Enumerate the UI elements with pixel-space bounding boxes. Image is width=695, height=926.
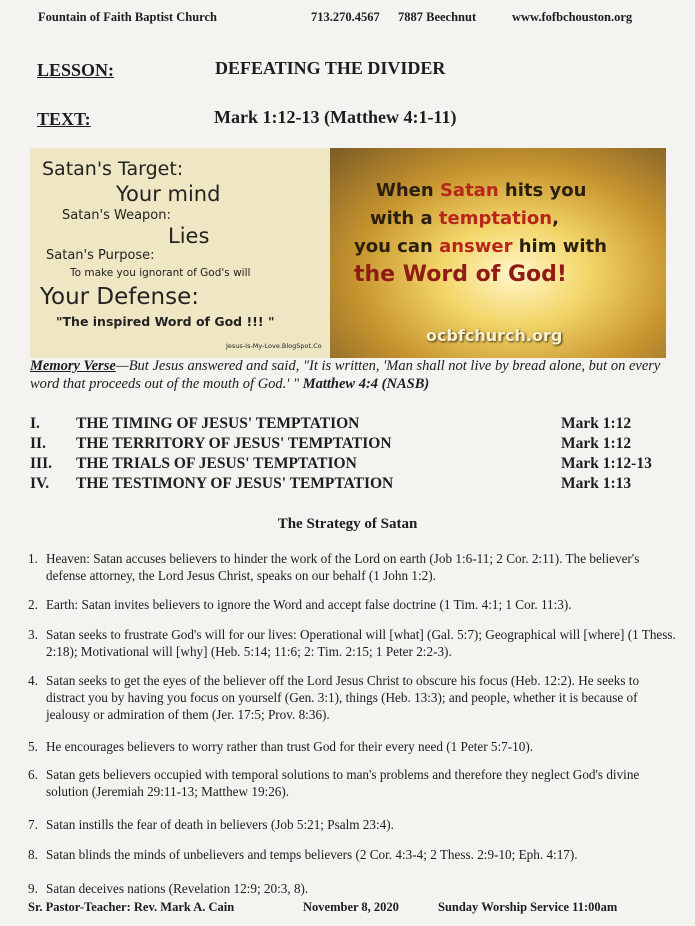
outline-numeral: II.: [30, 435, 46, 452]
strategy-item-text: He encourages believers to worry rather than trust God for their every need (1 Peter 5:7-10).: [46, 739, 534, 754]
banner-line3-c: him with: [512, 236, 607, 257]
church-phone: 713.270.4567: [311, 10, 380, 24]
banner-lies: Lies: [168, 224, 210, 248]
banner-left-panel: [30, 148, 330, 358]
outline-numeral: I.: [30, 415, 40, 432]
banner-image: [30, 148, 666, 358]
strategy-item-number: 9.: [28, 881, 38, 896]
outline-title: THE TIMING OF JESUS' TEMPTATION: [76, 415, 360, 432]
text-label: TEXT:: [37, 109, 91, 129]
outline-item: [30, 415, 670, 435]
banner-satan-target: Satan's Target:: [42, 158, 184, 180]
footer-pastor: Sr. Pastor-Teacher: Rev. Mark A. Cain: [28, 900, 235, 914]
banner-line2-c: ,: [552, 208, 559, 229]
banner-satan-word: Satan: [439, 180, 499, 201]
banner-line2-a: with a: [370, 208, 439, 229]
footer-date: November 8, 2020: [303, 900, 399, 914]
banner-your-defense: Your Defense:: [40, 284, 199, 310]
outline-item: [30, 455, 670, 475]
text-reference: Mark 1:12-13 (Matthew 4:1-11): [214, 107, 457, 127]
lesson-title: DEFEATING THE DIVIDER: [215, 58, 446, 78]
strategy-item-text: Satan blinds the minds of unbelievers and temps believers (2 Cor. 4:3-4; 2 Thess. 2:9-10; Eph. 4:17).: [46, 847, 578, 862]
outline-numeral: IV.: [30, 475, 50, 492]
strategy-item-text: Satan deceives nations (Revelation 12:9; 20:3, 8).: [46, 881, 309, 896]
church-name: Fountain of Faith Baptist Church: [38, 10, 217, 24]
strategy-item-text: Heaven: Satan accuses believers to hinder the work of the Lord on earth (Job 1:6-11; 2 Cor. 2:11). The believer's defense attorney, the Lord Jesus Christ, speaks on our behalf (1 John 1:2).: [46, 551, 640, 583]
church-address: 7887 Beechnut: [398, 10, 477, 24]
outline-ref: Mark 1:12: [561, 415, 632, 432]
banner-line1-a: When: [376, 180, 440, 201]
banner-answer-word: answer: [439, 236, 513, 257]
strategy-item-number: 8.: [28, 847, 38, 862]
lesson-label: LESSON:: [37, 60, 115, 80]
banner-your-mind: Your mind: [116, 182, 221, 206]
outline-item: [30, 435, 670, 455]
strategy-item-number: 7.: [28, 817, 38, 832]
church-website: www.fofbchouston.org: [512, 10, 633, 24]
memory-verse-text: —But Jesus answered and said, "It is written, 'Man shall not live by bread alone, but on every word that proceeds out of the mouth of God.' ": [30, 358, 661, 392]
outline-title: THE TRIALS OF JESUS' TEMPTATION: [76, 455, 357, 472]
footer-service: Sunday Worship Service 11:00am: [438, 900, 618, 914]
outline-title: THE TESTIMONY OF JESUS' TEMPTATION: [76, 475, 394, 492]
banner-line1: [376, 180, 586, 201]
outline-numeral: III.: [30, 455, 52, 472]
banner-credit: Jesus-Is-My-Love.BlogSpot.Co: [226, 342, 322, 350]
banner-line3-a: you can: [354, 236, 440, 257]
strategy-item-number: 4.: [28, 673, 38, 688]
banner-line1-c: hits you: [498, 180, 587, 201]
banner-website: ocbfchurch.org: [426, 326, 563, 345]
memory-verse: [30, 357, 670, 393]
strategy-item-text: Satan seeks to frustrate God's will for our lives: Operational will [what] (Gal. 5:7); Geographical will [where] (1 Thess. 2:18); Motivational will [why] (Heb. 5:14; 11:6; 2: Tim. 2:15; 1 Peter 2:2-3).: [46, 627, 676, 659]
strategy-title: The Strategy of Satan: [277, 516, 418, 532]
banner-line3: [354, 236, 607, 257]
memory-verse-label: Memory Verse: [30, 358, 116, 374]
outline-ref: Mark 1:12-13: [561, 455, 652, 472]
strategy-item-text: Earth: Satan invites believers to ignore the Word and accept false doctrine (1 Tim. 4:1; 1 Cor. 11:3).: [46, 597, 572, 612]
strategy-item-number: 2.: [28, 597, 38, 612]
strategy-item-number: 1.: [28, 551, 38, 566]
banner-defense-text: "The inspired Word of God !!! ": [56, 314, 275, 329]
banner-satan-weapon: Satan's Weapon:: [62, 208, 171, 223]
strategy-item-text: Satan instills the fear of death in believers (Job 5:21; Psalm 23:4).: [46, 817, 394, 832]
strategy-item-text: Satan seeks to get the eyes of the believer off the Lord Jesus Christ to obscure his focus (Heb. 12:2). He seeks to distract you by having you focus on yourself (Gen. 3:1), things (Heb. 13:3); and people, whether it is because of jealousy or admiration of them (Jer. 17:5; Prov. 8:36).: [46, 673, 640, 722]
outline-ref: Mark 1:12: [561, 435, 632, 452]
outline-item: [30, 475, 670, 495]
banner-temptation-word: temptation: [438, 208, 553, 229]
banner-satan-purpose: Satan's Purpose:: [46, 248, 155, 263]
banner-right-panel: [330, 148, 666, 358]
strategy-item-number: 3.: [28, 627, 38, 642]
strategy-item-number: 5.: [28, 739, 38, 754]
outline-title: THE TERRITORY OF JESUS' TEMPTATION: [76, 435, 392, 452]
outline-ref: Mark 1:13: [561, 475, 632, 492]
strategy-item-text: Satan gets believers occupied with temporal solutions to man's problems and therefore they neglect God's divine solution (Jeremiah 29:11-13; Matthew 19:26).: [46, 767, 640, 799]
memory-verse-reference: Matthew 4:4 (NASB): [302, 376, 430, 392]
banner-line2: [370, 208, 559, 229]
strategy-item-number: 6.: [28, 767, 38, 782]
banner-purpose-text: To make you ignorant of God's will: [70, 267, 251, 279]
banner-word-of-god: the Word of God!: [354, 262, 567, 287]
